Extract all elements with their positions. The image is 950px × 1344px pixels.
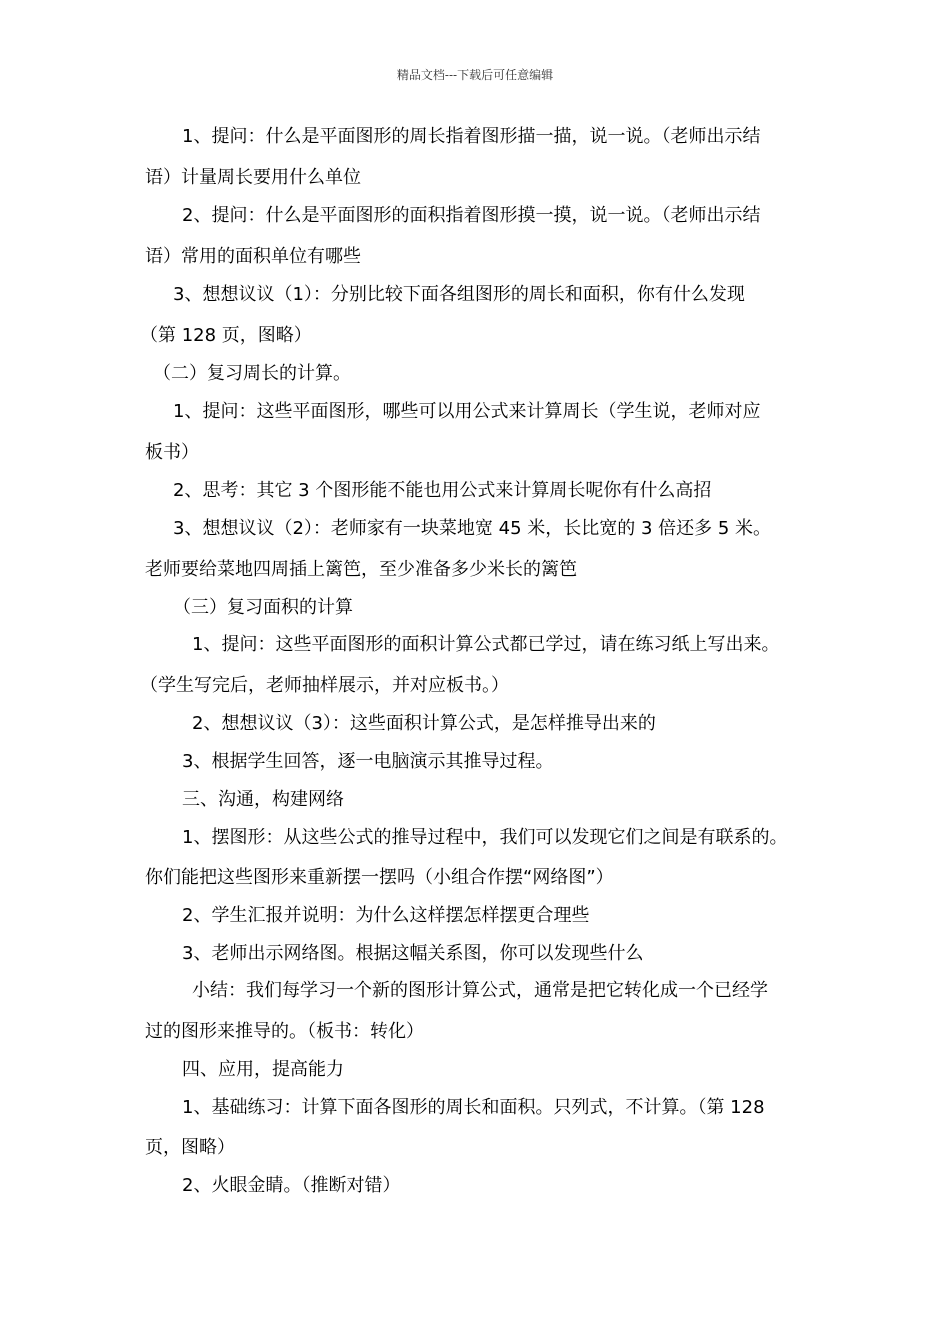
text-line: （学生写完后，老师抽样展示，并对应板书。） bbox=[140, 675, 509, 696]
text-line: 2、火眼金睛。（推断对错） bbox=[182, 1175, 401, 1196]
section-heading: 四、应用，提高能力 bbox=[182, 1059, 344, 1080]
text-line: 3、想想议议（1）：分别比较下面各组图形的周长和面积，你有什么发现 bbox=[173, 284, 745, 305]
text-line: 1、基础练习：计算下面各图形的周长和面积。只列式，不计算。（第 128 bbox=[182, 1097, 765, 1118]
text-line: 1、提问：什么是平面图形的周长指着图形描一描，说一说。（老师出示结 bbox=[182, 126, 761, 147]
text-line: 老师要给菜地四周插上篱笆，至少准备多少米长的篱笆 bbox=[145, 559, 577, 580]
text-line: 页，图略） bbox=[145, 1137, 235, 1158]
text-line: 2、思考：其它 3 个图形能不能也用公式来计算周长呢你有什么高招 bbox=[173, 480, 712, 501]
text-line: 板书） bbox=[145, 442, 199, 463]
text-line: 3、想想议议（2）：老师家有一块菜地宽 45 米，长比宽的 3 倍还多 5 米。 bbox=[173, 518, 772, 539]
text-line: 2、学生汇报并说明：为什么这样摆怎样摆更合理些 bbox=[182, 905, 590, 926]
section-heading: （二）复习周长的计算。 bbox=[153, 363, 351, 384]
text-line: 1、提问：这些平面图形的面积计算公式都已学过，请在练习纸上写出来。 bbox=[192, 634, 780, 655]
text-line: （第 128 页，图略） bbox=[140, 325, 312, 346]
section-heading: 三、沟通，构建网络 bbox=[182, 789, 344, 810]
page-header: 精品文档---下载后可任意编辑 bbox=[396, 68, 554, 82]
text-line: 小结：我们每学习一个新的图形计算公式，通常是把它转化成一个已经学 bbox=[192, 980, 768, 1001]
text-line: 语）常用的面积单位有哪些 bbox=[145, 246, 361, 267]
text-line: 过的图形来推导的。（板书：转化） bbox=[145, 1021, 424, 1042]
section-heading: （三）复习面积的计算 bbox=[173, 597, 353, 618]
text-line: 3、老师出示网络图。根据这幅关系图，你可以发现些什么 bbox=[182, 943, 644, 964]
text-line: 语）计量周长要用什么单位 bbox=[145, 167, 361, 188]
text-line: 1、摆图形：从这些公式的推导过程中，我们可以发现它们之间是有联系的。 bbox=[182, 827, 788, 848]
text-line: 你们能把这些图形来重新摆一摆吗（小组合作摆“网络图”） bbox=[145, 867, 614, 888]
text-line: 3、根据学生回答，逐一电脑演示其推导过程。 bbox=[182, 751, 554, 772]
text-line: 1、提问：这些平面图形，哪些可以用公式来计算周长（学生说，老师对应 bbox=[173, 401, 761, 422]
text-line: 2、想想议议（3）：这些面积计算公式，是怎样推导出来的 bbox=[192, 713, 656, 734]
text-line: 2、提问：什么是平面图形的面积指着图形摸一摸，说一说。（老师出示结 bbox=[182, 205, 761, 226]
